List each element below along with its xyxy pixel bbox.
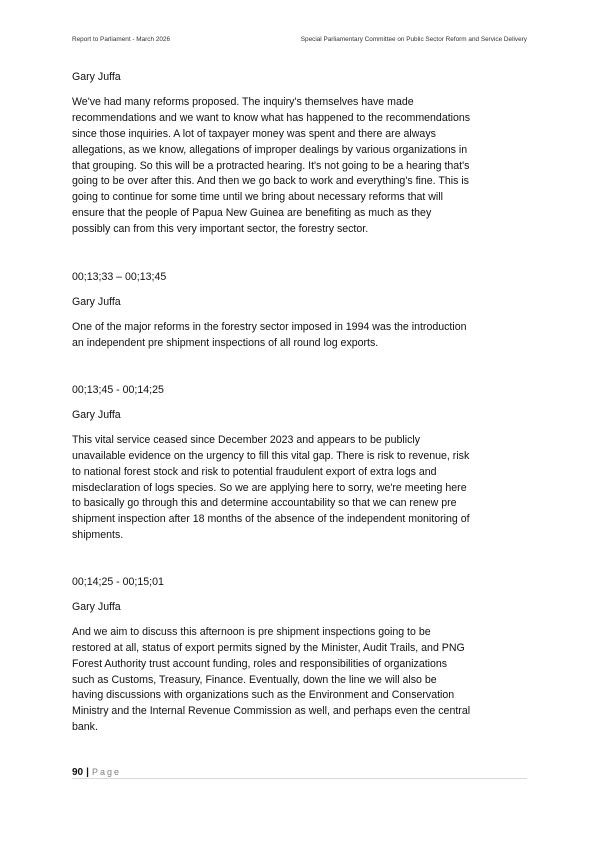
timestamp: 00;14;25 - 00;15;01: [72, 576, 164, 588]
transcript-block: [72, 383, 527, 544]
transcript-block: [72, 70, 527, 238]
timestamp: 00;13;45 - 00;14;25: [72, 384, 164, 396]
speech-line: recommendations and we want to know what has happened to the recommendations: [72, 111, 471, 124]
speech-line: shipments.: [72, 529, 124, 542]
speech-line: an independent pre shipment inspections of all round log exports.: [72, 336, 379, 349]
transcript-block: [72, 270, 527, 352]
speaker-name: Gary Juffa: [72, 600, 121, 613]
transcript-block: [72, 575, 527, 736]
page-footer: [72, 762, 527, 779]
speech-line: to basically go through this and determine accountability so that we can renew pre: [72, 497, 457, 510]
speech-line: misdeclaration of logs species. So we are applying here to sorry, we're meeting here: [72, 481, 467, 494]
speech-line: unavailable evidence on the urgency to fill this vital gap. There is risk to revenue, risk: [72, 449, 470, 462]
speech-line: And we aim to discuss this afternoon is pre shipment inspections going to be: [72, 625, 431, 638]
speech-line: having discussions with organizations such as the Environment and Conservation: [72, 689, 455, 702]
header-report-title: Report to Parliament - March 2026: [72, 36, 171, 43]
header-committee-name: Special Parliamentary Committee on Public Sector Reform and Service Delivery: [300, 36, 527, 43]
speaker-name: Gary Juffa: [72, 408, 121, 421]
speech-line: ensure that the people of Papua New Guinea are benefiting as much as they: [72, 207, 432, 220]
page-number: 90: [72, 767, 84, 778]
speech-line: such as Customs, Treasury, Finance. Eventually, down the line we will also be: [72, 673, 437, 686]
speech-line: since those inquiries. A lot of taxpayer money was spent and there are always: [72, 127, 436, 140]
speech-paragraph: [72, 433, 527, 544]
speech-paragraph: [72, 320, 527, 352]
footer-separator: |: [86, 767, 89, 778]
speech-paragraph: [72, 625, 527, 736]
speech-line: shipment inspection after 18 months of the absence of the independent monitoring of: [72, 513, 470, 526]
timestamp: 00;13;33 – 00;13;45: [72, 271, 167, 283]
running-header: [72, 36, 527, 48]
speech-line: One of the major reforms in the forestry sector imposed in 1994 was the introduction: [72, 320, 467, 333]
speech-line: Forest Authority trust account funding, roles and responsibilities of organizations: [72, 657, 448, 670]
speaker-name: Gary Juffa: [72, 295, 121, 308]
speech-line: allegations, as we know, allegations of improper dealings by various organizations in: [72, 143, 468, 156]
page-label: Page: [91, 767, 121, 777]
speech-line: restored at all, status of export permits signed by the Minister, Audit Trails, and PNG: [72, 641, 465, 654]
speech-paragraph: [72, 95, 527, 238]
speech-line: We've had many reforms proposed. The inquiry's themselves have made: [72, 95, 414, 108]
speech-line: This vital service ceased since December 2023 and appears to be publicly: [72, 433, 421, 446]
speaker-name: Gary Juffa: [72, 71, 121, 83]
speech-line: going to be over after this. And then we go back to work and everything's fine. This is: [72, 175, 469, 188]
speech-line: to national forest stock and risk to potential fraudulent export of extra logs and: [72, 465, 437, 478]
speech-line: that grouping. So this will be a protracted hearing. It's not going to be a hearing that's: [72, 159, 470, 172]
speech-line: bank.: [72, 721, 98, 734]
speech-line: possibly can from this very important sector, the forestry sector.: [72, 223, 369, 236]
speech-line: Ministry and the Internal Revenue Commission as well, and perhaps even the central: [72, 705, 471, 718]
speech-line: going to continue for some time until we bring about necessary reforms that will: [72, 191, 443, 204]
